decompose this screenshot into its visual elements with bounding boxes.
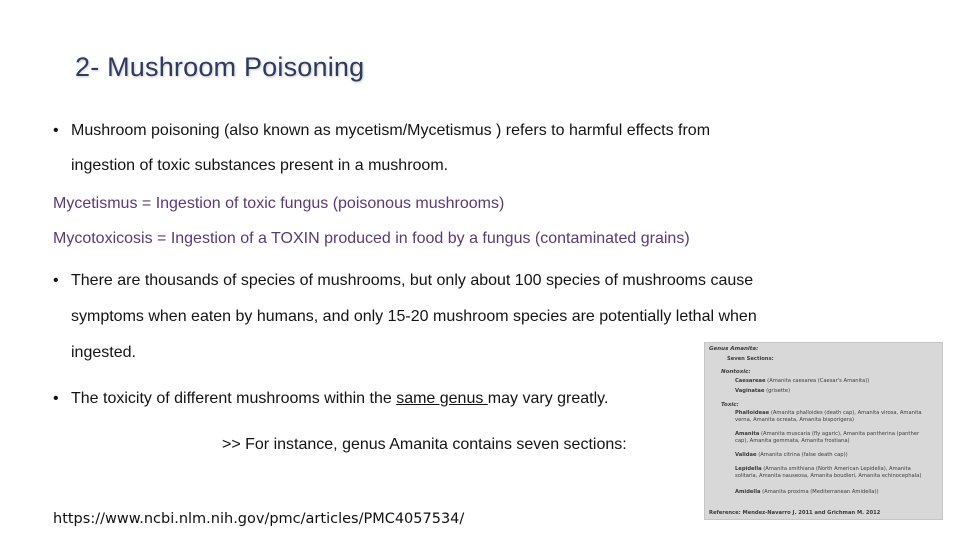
source-link[interactable]: https://www.ncbi.nlm.nih.gov/pmc/articles/PMC4057534/ (53, 511, 465, 527)
ref-caesareae: Caesareae (Amanita caesarea (Caesar's Amanita)) (735, 378, 870, 384)
definition-mycetismus: Mycetismus = Ingestion of toxic fungus (poisonous mushrooms) (53, 195, 505, 212)
amanita-sections-image (704, 342, 943, 520)
bullet-dot: • (53, 122, 59, 139)
bullet-1-line-2: ingestion of toxic substances present in a mushroom. (71, 157, 449, 174)
underlined-same-genus: same genus (396, 390, 488, 407)
bullet-3-text (71, 389, 608, 409)
ref-subheading: Seven Sections: (727, 356, 774, 362)
ref-citation: Reference: Mendez-Navarro J. 2011 and Grichman M. 2012 (709, 510, 881, 516)
ref-amidella: Amidella (Amanita proxima (Mediterranean Amidella)) (735, 489, 879, 495)
ref-phalloideae-2: verna, Amanita ocreata, Amanita bisporigera) (735, 417, 855, 423)
bullet-3-post: may vary greatly. (487, 390, 609, 407)
bullet-2-line-1: There are thousands of species of mushrooms, but only about 100 species of mushrooms cause (71, 272, 754, 289)
ref-nontoxic: Nontoxic: (721, 369, 751, 375)
bullet-dot: • (53, 272, 59, 289)
ref-lepidella-2: solitaria, Amanita nauseosa, Amanita boudieri, Amanita echinocephala) (735, 473, 922, 479)
bullet-3-pre: The toxicity of different mushrooms within the (71, 390, 397, 407)
bullet-2-line-3: ingested. (71, 344, 136, 361)
definition-mycotoxicosis: Mycotoxicosis = Ingestion of a TOXIN produced in food by a fungus (contaminated grains) (53, 230, 690, 247)
ref-phalloideae: Phalloideae (Amanita phalloides (death cap), Amanita virosa, Amanita (735, 410, 922, 416)
ref-validae: Validae (Amanita citrina (false death cap)) (735, 452, 848, 458)
page-title: 2- Mushroom Poisoning (75, 52, 365, 82)
ref-amanita-2: cap), Amanita gemmata, Amanita frostiana) (735, 438, 850, 444)
ref-amanita: Amanita (Amanita muscaria (fly agaric), Amanita pantherina (panther (735, 431, 920, 437)
bullet-1-line-1: Mushroom poisoning (also known as mycetism/Mycetismus ) refers to harmful effects from (71, 122, 711, 139)
ref-heading: Genus Amanita: (709, 346, 759, 352)
bullet-2-line-2: symptoms when eaten by humans, and only 15-20 mushroom species are potentially lethal when (71, 308, 757, 325)
ref-toxic: Toxic: (721, 402, 739, 408)
instance-note: >> For instance, genus Amanita contains seven sections: (222, 436, 627, 453)
ref-vaginatae: Vaginatae (grisette) (735, 388, 791, 394)
ref-lepidella: Lepidella (Amanita smithiana (North American Lepidella), Amanita (735, 466, 911, 472)
bullet-dot: • (53, 390, 59, 407)
